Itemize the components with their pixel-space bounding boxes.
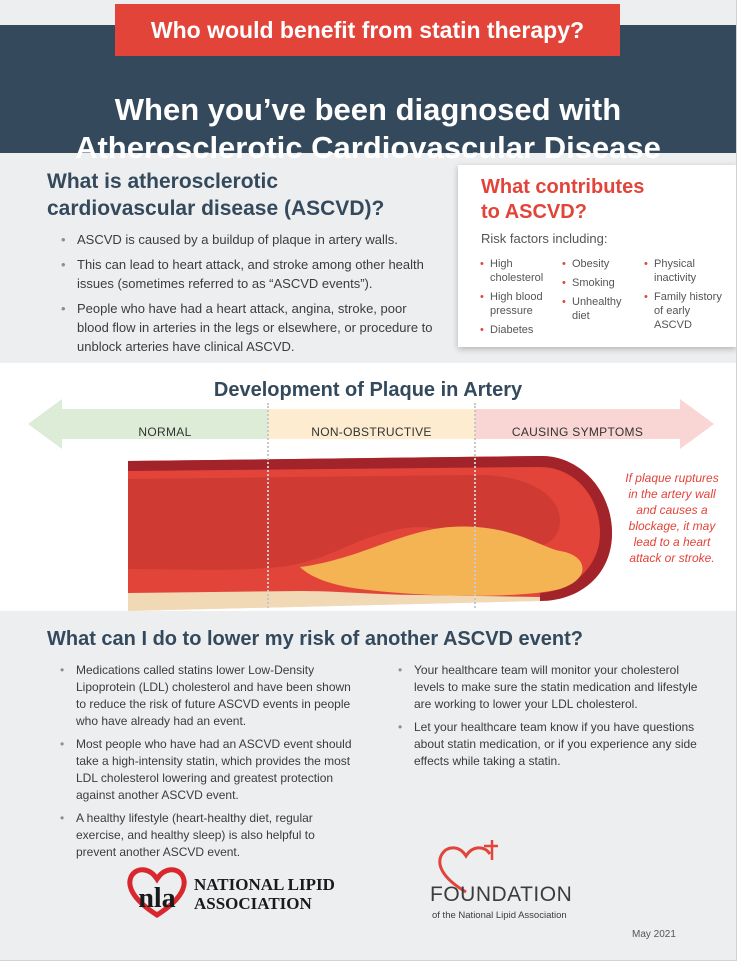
risk-factors-col-2 xyxy=(562,257,632,328)
list-item: • A healthy lifestyle (heart-healthy diet, regular exercise, and healthy sleep) is also helpful to prevent another ASCVD event. xyxy=(52,810,352,861)
foundation-name: FOUNDATION xyxy=(430,883,573,906)
stage-divider-1 xyxy=(267,403,269,608)
what-is-heading xyxy=(47,168,384,222)
nla-name-line-2: ASSOCIATION xyxy=(194,894,312,913)
publish-date: May 2021 xyxy=(632,929,676,940)
risk-card-title-line-1: What contributes xyxy=(481,176,645,198)
list-item: • This can lead to heart attack, and stroke among other health issues (sometimes referred to as “ASCVD events”). xyxy=(53,255,433,293)
list-item: • ASCVD is caused by a buildup of plaque in artery walls. xyxy=(53,230,433,249)
what-is-bullets xyxy=(53,230,433,362)
list-item: • High cholesterol xyxy=(480,257,552,285)
list-item: • Your healthcare team will monitor your cholesterol levels to make sure the statin medication and lifestyle are working to lower your LDL cholesterol. xyxy=(390,662,700,713)
risk-card-title-line-2: to ASCVD? xyxy=(481,201,587,223)
list-item: • High blood pressure xyxy=(480,290,552,318)
stage-non-obstructive: NON-OBSTRUCTIVE xyxy=(311,425,432,439)
lower-risk-heading: What can I do to lower my risk of another ASCVD event? xyxy=(47,628,584,650)
page-title xyxy=(0,91,736,167)
plaque-title: Development of Plaque in Artery xyxy=(213,379,523,401)
risk-factors-card xyxy=(458,165,736,347)
risk-card-title xyxy=(481,175,644,225)
risk-card-subtitle: Risk factors including: xyxy=(481,231,608,246)
title-line-2: Atherosclerotic Cardiovascular Disease xyxy=(75,130,661,165)
nla-logo xyxy=(122,865,362,920)
nla-name xyxy=(194,875,335,913)
list-item: • Unhealthy diet xyxy=(562,295,632,323)
nla-mark: nla xyxy=(138,883,176,914)
rupture-note: If plaque ruptures in the artery wall and causes a blockage, it may lead to a heart attack or stroke. xyxy=(625,471,719,565)
what-is-heading-line-2: cardiovascular disease (ASCVD)? xyxy=(47,197,385,220)
list-item: • Diabetes xyxy=(480,323,552,337)
list-item: • Let your healthcare team know if you have questions about statin medication, or if you experience any side effects while taking a statin. xyxy=(390,719,700,770)
list-item: • Family history of early ASCVD xyxy=(644,290,724,332)
plaque-development-section xyxy=(0,363,736,611)
title-line-1: When you’ve been diagnosed with xyxy=(114,92,622,127)
stage-divider-2 xyxy=(474,403,476,608)
stage-normal: NORMAL xyxy=(138,425,192,439)
kicker-banner: Who would benefit from statin therapy? xyxy=(115,4,620,56)
list-item: • Most people who have had an ASCVD event should take a high-intensity statin, which provides the most LDL cholesterol lowering and greatest protection against another ASCVD event. xyxy=(52,736,352,804)
nla-name-line-1: NATIONAL LIPID xyxy=(194,875,335,894)
lower-risk-left-bullets xyxy=(52,662,352,867)
list-item: • Medications called statins lower Low-Density Lipoprotein (LDL) cholesterol and have been shown to reduce the risk of future ASCVD events in people who have already had an event. xyxy=(52,662,352,730)
lower-risk-right-bullets xyxy=(390,662,700,776)
risk-factors-col-3 xyxy=(644,257,724,337)
list-item: • People who have had a heart attack, angina, stroke, poor blood flow in arteries in the legs or elsewhere, or procedure to unblock arteries have clinical ASCVD. xyxy=(53,299,433,356)
foundation-sub: of the National Lipid Association xyxy=(432,910,567,921)
list-item: • Physical inactivity xyxy=(644,257,724,285)
risk-factors-col-1 xyxy=(480,257,552,342)
stage-causing-symptoms: CAUSING SYMPTOMS xyxy=(511,425,644,439)
list-item: • Smoking xyxy=(562,276,632,290)
foundation-logo xyxy=(430,840,620,930)
list-item: • Obesity xyxy=(562,257,632,271)
what-is-heading-line-1: What is atherosclerotic xyxy=(47,170,279,193)
